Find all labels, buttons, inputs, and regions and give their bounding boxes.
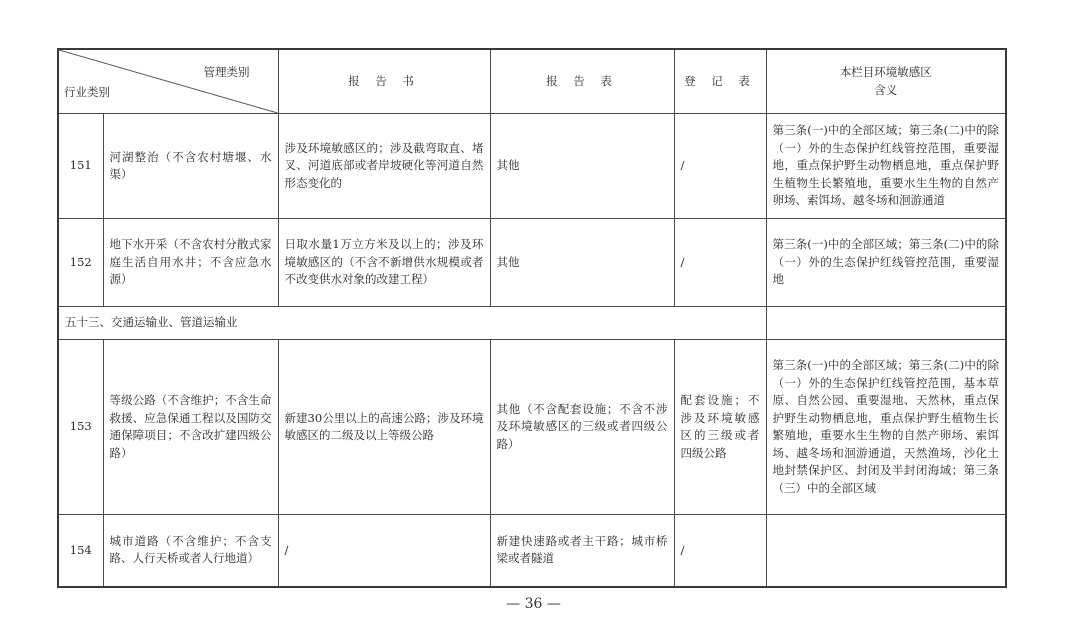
report-form-cell: 其他（不含配套设施；不含不涉及环境敏感区的三级或者四级公路） — [490, 340, 674, 515]
report-form-cell: 其他 — [490, 114, 674, 219]
col-header-report-form: 报 告 表 — [490, 49, 674, 114]
col-header-sensitive-area: 本栏目环境敏感区 含义 — [766, 49, 1006, 114]
report-book-cell: / — [278, 515, 490, 587]
sensitive-area-cell — [766, 515, 1006, 587]
row-number: 153 — [58, 340, 103, 515]
industry-cell: 地下水开采（不含农村分散式家庭生活自用水井；不含应急水源） — [103, 219, 278, 307]
report-form-cell: 其他 — [490, 219, 674, 307]
report-book-cell: 新建30公里以上的高速公路；涉及环境敏感区的二级及以上等级公路 — [278, 340, 490, 515]
registration-cell: / — [674, 114, 766, 219]
registration-cell: / — [674, 515, 766, 587]
industry-category-label: 行业类别 — [64, 84, 110, 99]
diagonal-line — [59, 50, 278, 113]
row-number: 154 — [58, 515, 103, 587]
classification-table — [57, 48, 1007, 588]
page-number: — 36 — — [506, 596, 561, 612]
table-row — [58, 515, 1006, 587]
section-empty-cell — [766, 307, 1006, 340]
row-number: 152 — [58, 219, 103, 307]
col-header-report-book: 报 告 书 — [278, 49, 490, 114]
registration-cell: / — [674, 219, 766, 307]
table-row — [58, 340, 1006, 515]
sensitive-area-cell: 第三条(一)中的全部区域；第三条(二)中的除（一）外的生态保护红线管控范围，基本草原、自然公园、重要湿地、天然林，重点保护野生动物栖息地，重点保护野生植物生长繁殖地，重要水生生物的自然产卵场、索饵场、越冬场和洄游通道，天然渔场，沙化土地封禁保护区、封闭及半封闭海域；第三条（三）中的全部区域 — [766, 340, 1006, 515]
industry-cell: 等级公路（不含维护；不含生命救援、应急保通工程以及国防交通保障项目；不含改扩建四级公路） — [103, 340, 278, 515]
diagonal-header-cell — [58, 49, 278, 114]
row-number: 151 — [58, 114, 103, 219]
industry-cell: 城市道路（不含维护；不含支路、人行天桥或者人行地道） — [103, 515, 278, 587]
table-row — [58, 114, 1006, 219]
report-form-cell: 新建快速路或者主干路；城市桥梁或者隧道 — [490, 515, 674, 587]
management-category-label: 管理类别 — [203, 65, 250, 79]
report-book-cell: 日取水量1万立方米及以上的；涉及环境敏感区的（不含不新增供水规模或者不改变供水对象的改建工程） — [278, 219, 490, 307]
header-row — [58, 49, 1006, 114]
table-row — [58, 219, 1006, 307]
industry-cell: 河湖整治（不含农村塘堰、水渠） — [103, 114, 278, 219]
col-header-registration: 登 记 表 — [674, 49, 766, 114]
section-title: 五十三、交通运输业、管道运输业 — [58, 307, 766, 340]
sensitive-area-cell: 第三条(一)中的全部区域；第三条(二)中的除（一）外的生态保护红线管控范围，重要湿地 — [766, 219, 1006, 307]
report-book-cell: 涉及环境敏感区的；涉及截弯取直、堵叉、河道底部或者岸坡硬化等河道自然形态变化的 — [278, 114, 490, 219]
registration-cell: 配套设施；不涉及环境敏感区的三级或者四级公路 — [674, 340, 766, 515]
sensitive-area-cell: 第三条(一)中的全部区域；第三条(二)中的除（一）外的生态保护红线管控范围，重要湿地，重点保护野生动物栖息地，重点保护野生植物生长繁殖地，重要水生生物的自然产卵场、索饵场、越冬场和洄游通道 — [766, 114, 1006, 219]
section-header-row — [58, 307, 1006, 340]
